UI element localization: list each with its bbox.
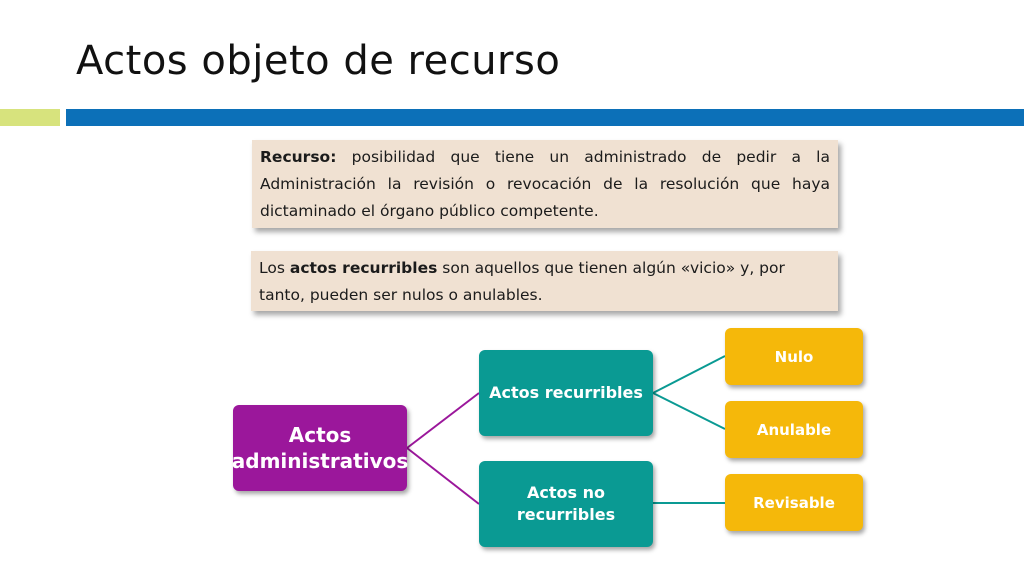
connector-recurribles-nulo [653,356,725,393]
node-actos-recurribles: Actos recurribles [479,350,653,436]
slide-title: Actos objeto de recurso [76,38,561,84]
definition-term: Recurso: [260,148,337,166]
node-revisable: Revisable [725,474,863,531]
info-prefix: Los [259,259,290,277]
connector-recurribles-anulable [653,393,725,429]
connector-root-recurribles [407,393,479,448]
info-bold: actos recurribles [289,259,438,277]
node-anulable: Anulable [725,401,863,458]
definition-text: posibilidad que tiene un administrado de pedir a la Administración la revisión o revocación de la resolución que haya dictaminado el órgano público competente. [260,148,830,220]
info-suffix: son aquellos que tienen algún «vicio» y, por tanto, pueden ser nulos o anulables. [259,259,785,304]
node-nulo: Nulo [725,328,863,385]
node-actos-no-recurribles: Actos no recurribles [479,461,653,547]
node-actos-administrativos: Actos administrativos [233,405,407,491]
connector-root-no-recurribles [407,448,479,504]
